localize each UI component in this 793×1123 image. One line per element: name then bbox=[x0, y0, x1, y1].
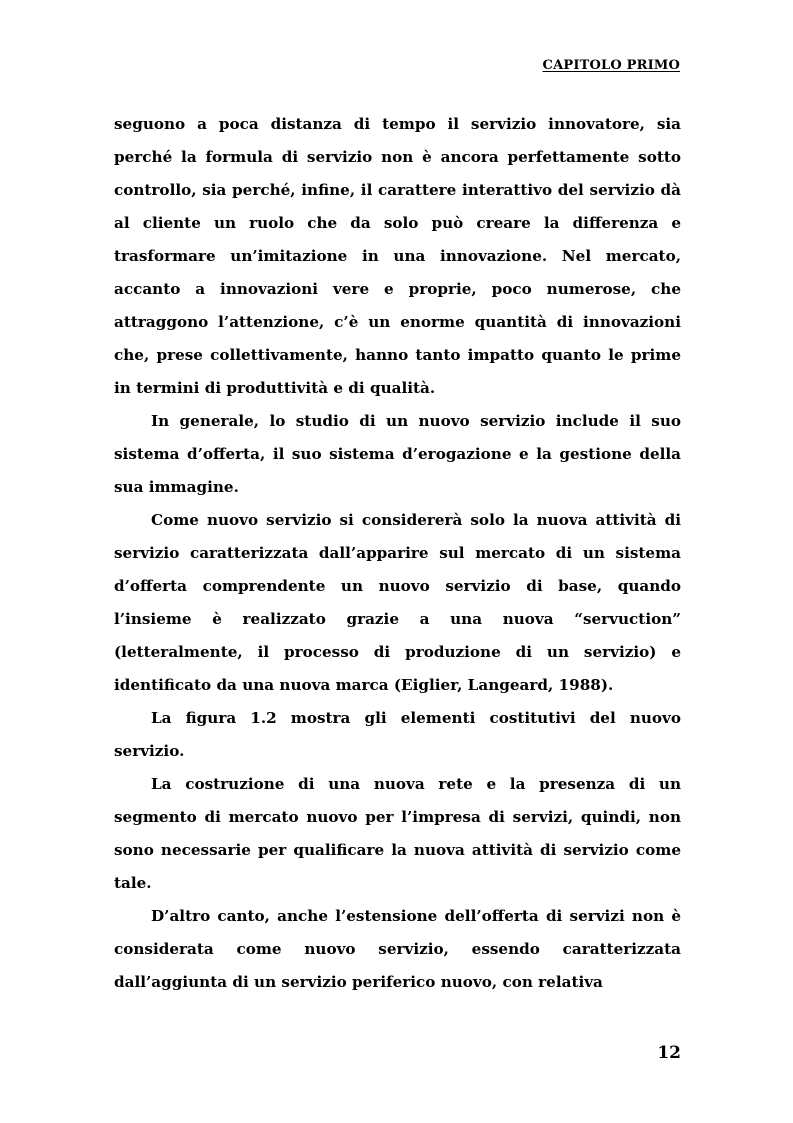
body-text bbox=[114, 108, 681, 999]
paragraph: La figura 1.2 mostra gli elementi costitutivi del nuovo servizio. bbox=[114, 709, 681, 760]
paragraph: La costruzione di una nuova rete e la presenza di un segmento di mercato nuovo per l’impresa di servizi, quindi, non sono necessarie per qualificare la nuova attività di servizio come tale. bbox=[114, 775, 681, 892]
paragraph: Come nuovo servizio si considererà solo la nuova attività di servizio caratterizzata dall’apparire sul mercato di un sistema d’offerta comprendente un nuovo servizio di base, quando l’insieme è realizzato grazie a una nuova “servuction” (letteralmente, il processo di produzione di un servizio) e identificato da una nuova marca (Eiglier, Langeard, 1988). bbox=[114, 511, 681, 694]
running-header-chapter: CAPITOLO PRIMO bbox=[542, 58, 680, 73]
paragraph-continuation: seguono a poca distanza di tempo il servizio innovatore, sia perché la formula di servizio non è ancora perfettamente sotto controllo, sia perché, infine, il carattere interattivo del servizio dà al cliente un ruolo che da solo può creare la differenza e trasformare un’imitazione in una innovazione. Nel mercato, accanto a innovazioni vere e proprie, poco numerose, che attraggono l’attenzione, c’è un enorme quantità di innovazioni che, prese collettivamente, hanno tanto impatto quanto le prime in termini di produttività e di qualità. bbox=[114, 115, 681, 397]
paragraph: In generale, lo studio di un nuovo servizio include il suo sistema d’offerta, il suo sistema d’erogazione e la gestione della sua immagine. bbox=[114, 412, 681, 496]
page-number: 12 bbox=[657, 1043, 681, 1063]
paragraph: D’altro canto, anche l’estensione dell’offerta di servizi non è considerata come nuovo servizio, essendo caratterizzata dall’aggiunta di un servizio periferico nuovo, con relativa bbox=[114, 907, 681, 991]
